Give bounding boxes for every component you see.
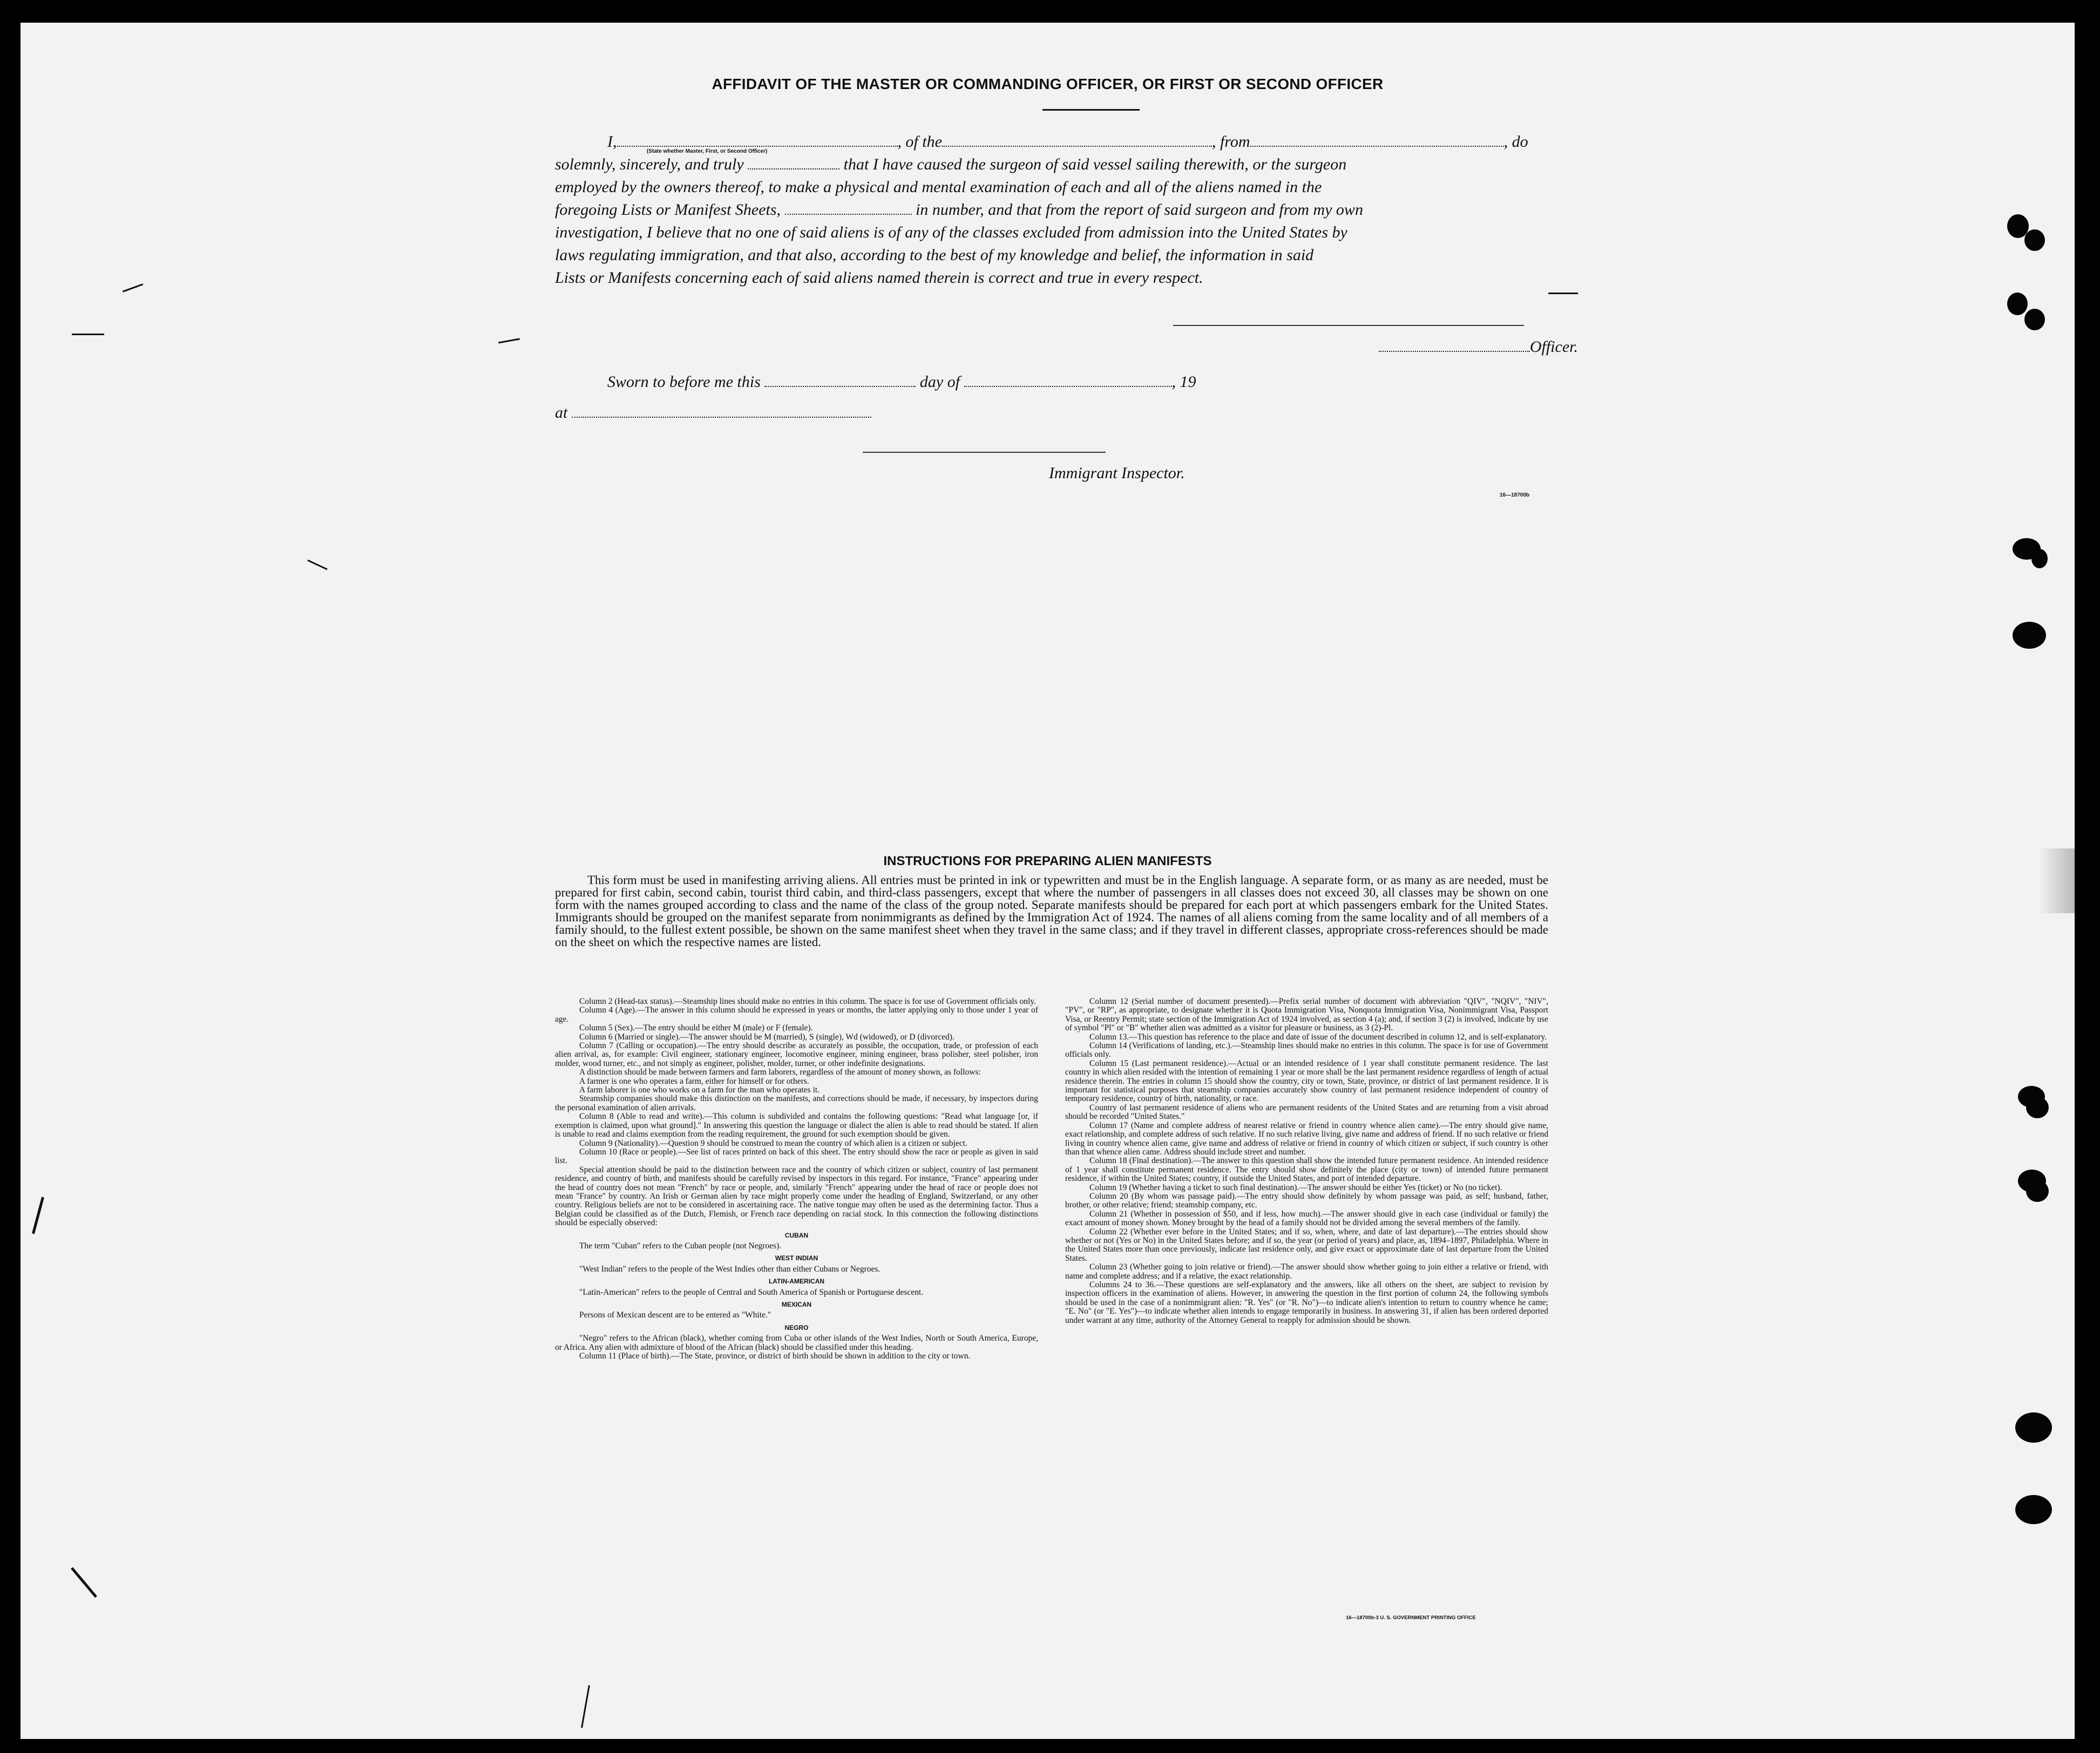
instruction-paragraph: Steamship companies should make this distinction on the manifests, and corrections should be made, if necessary, by inspectors during the personal examination of alien arrivals. (555, 1094, 1038, 1112)
section-heading: MEXICAN (781, 1301, 812, 1308)
form-number: 16—18700b (1500, 492, 1530, 498)
punch-hole (2026, 1180, 2049, 1202)
stray-mark (123, 283, 144, 292)
instruction-paragraph: Column 2 (Head-tax status).—Steamship lines should make no entries in this column. The space is for use of Government officials only. (579, 997, 1037, 1006)
officer-label: Officer. (1529, 338, 1578, 356)
stray-mark (1548, 293, 1578, 294)
instruction-paragraph: Column 11 (Place of birth).—The State, province, or district of birth should be shown in addition to the city or town. (579, 1351, 971, 1361)
section-heading: LATIN-AMERICAN (768, 1278, 825, 1286)
stray-mark (32, 1197, 44, 1234)
instructions-intro: This form must be used in manifesting arriving aliens. All entries must be printed in ink or typewritten and must be in the English language. A separate form, or as many as are needed, must be prepared for first cabin, second cabin, tourist third cabin, and third-class passengers, except that where the number of passengers in all classes does not exceed 30, all classes may be shown on one form with the names grouped according to class and the name of the class of the group noted. Separate manifests should be prepared for each port at which passengers embark for the United States. Immigrants should be grouped on the manifest separate from nonimmigrants as defined by the Immigration Act of 1924. The names of all aliens coming from the same locality and of all members of a family should, to the fullest extent possible, be shown on the same manifest sheet when they travel in the same class; and if they travel in different classes, appropriate cross-references should be made on the sheet on which the respective names are listed. (555, 873, 1548, 949)
at-line (555, 403, 1578, 423)
affidavit-text: , of the (897, 133, 942, 151)
stray-mark (498, 338, 520, 344)
punch-hole (2013, 622, 2046, 649)
instructions-right-column (1065, 997, 1548, 1325)
affidavit-title: AFFIDAVIT OF THE MASTER OR COMMANDING OFFICER, OR FIRST OR SECOND OFFICER (712, 76, 1384, 92)
punch-hole (2031, 549, 2048, 568)
instruction-paragraph: Column 6 (Married or single).—The answer should be M (married), S (single), Wd (widowed), or D (divorced). (579, 1032, 954, 1042)
number-field[interactable] (785, 212, 912, 215)
instruction-paragraph: Column 15 (Last permanent residence).—Actual or an intended residence of 1 year shall constitute permanent residence. The last country in which alien resided with the intention of remaining 1 year or more shall be the last permanent residence regardless of length of actual residence therein. The entries in column 15 should show the country, city or town, State, province, or district of last permanent residence. It is important for statistical purposes that steamship companies accurately show country of last permanent residence independent of country of temporary residence, country of birth, nationality, or race. (1065, 1058, 1548, 1104)
instruction-paragraph: Column 21 (Whether in possession of $50, and if less, how much).—The answer should give in each case (individual or family) the exact amount of money shown. Money brought by the head of a family should not be divided among the several members of the family. (1065, 1209, 1548, 1228)
inspector-signature-line[interactable] (863, 452, 1106, 453)
instruction-paragraph: Column 8 (Able to read and write).—This column is subdivided and contains the following questions: "Read what language [or, if exemption is claimed, upon what ground]." In answering this question the language or dialect the alien is able to read should be stated. If alien is unable to read and claims exemption from the reading requirement, the ground for such exemption should be given. (555, 1112, 1038, 1139)
punch-hole (2015, 1495, 2052, 1524)
instruction-paragraph: "Latin-American" refers to the people of Central and South America of Spanish or Portuguese descent. (579, 1287, 924, 1297)
punch-hole (2026, 1097, 2049, 1118)
officer-field[interactable] (1379, 349, 1530, 352)
affidavit-text: , from (1212, 133, 1250, 151)
instruction-paragraph: Column 5 (Sex).—The entry should be either M (male) or F (female). (579, 1023, 813, 1033)
instruction-paragraph: Column 20 (By whom was passage paid).—The entry should show definitely by whom passage was paid, as self; husband, father, brother, or other relative; friend; steamship company, etc. (1065, 1191, 1548, 1210)
printing-office-footer: 16—18700b-3 U. S. GOVERNMENT PRINTING OFFICE (1346, 1615, 1476, 1621)
instruction-paragraph: Column 17 (Name and complete address of nearest relative or friend in country whence alien came).—The entry should give name, exact relationship, and complete address of such relative. If no such relative living, give name and address of friend. If no such relative or friend living in country whence alien came, give name and address of relative or friend in country of which citizen or subject, if such country is other than that whence alien came. Address should include street and number. (1065, 1120, 1548, 1157)
instruction-paragraph: Special attention should be paid to the distinction between race and the country of which citizen or subject, country of last permanent residence, and country of birth, and manifests should be carefully revised by inspectors in this regard. For instance, "France" appearing under the head of country does not mean "French" by race or people, and, similarly "French" appearing under the head of race or people does not mean "France" by country. An Irish or German alien by race might properly come under the heading of England, Switzerland, or any other country. Religious beliefs are not to be considered in ascertaining race. The native tongue may often be used as the determining factor. Thus a Belgian could be classified as of the Dutch, Flemish, or French race depending on racial stock. In this connection the following distinctions should be especially observed: (555, 1165, 1038, 1228)
affidavit-line-6: laws regulating immigration, and that also, according to the best of my knowledge and belief, the information in said (555, 246, 1314, 264)
instruction-paragraph: Country of last permanent residence of aliens who are permanent residents of the United States and are returning from a visit abroad should be recorded "United States." (1065, 1103, 1548, 1122)
affidavit-text: I, (607, 133, 617, 151)
stray-mark (581, 1685, 590, 1728)
manifest-page (21, 23, 2075, 1739)
instructions-left-column (555, 997, 1038, 1361)
instruction-paragraph: Column 19 (Whether having a ticket to such final destination).—The answer should be either Yes (ticket) or No (no ticket). (1089, 1183, 1502, 1192)
instruction-paragraph: Column 18 (Final destination).—The answer to this question shall show the intended future permanent residence. An intended residence of 1 year shall constitute permanent residence. The entry should show definitely the place (city or town) of intended future permanent residence, if within the United States; country, if outside the United States, and port of intended departure. (1065, 1156, 1548, 1184)
instruction-paragraph: Column 4 (Age).—The answer in this column should be expressed in years or months, the latter applying only to those under 1 year of age. (555, 1005, 1038, 1024)
stray-mark (72, 334, 104, 335)
instruction-paragraph: Column 23 (Whether going to join relative or friend).—The answer should show whether going to join either a relative or friend, with name and complete address; and if a relative, the exact relationship. (1065, 1262, 1548, 1281)
section-heading: WEST INDIAN (775, 1254, 818, 1262)
instruction-paragraph: Column 13.—This question has reference to the place and date of issue of the document described in column 12, and is self-explanatory. (1089, 1032, 1547, 1042)
affidavit-line-7: Lists or Manifests concerning each of said aliens named therein is correct and true in every respect. (555, 269, 1203, 287)
vessel-name-field[interactable] (942, 144, 1212, 147)
sworn-line (555, 372, 1578, 392)
instruction-paragraph: Persons of Mexican descent are to be entered as "White." (579, 1310, 771, 1320)
place-field[interactable] (572, 415, 871, 418)
officer-note: (State whether Master, First, or Second Officer) (647, 148, 768, 154)
instructions-title: INSTRUCTIONS FOR PREPARING ALIEN MANIFESTS (883, 854, 1212, 868)
sworn-day-field[interactable] (764, 384, 916, 387)
signature-line[interactable] (1173, 325, 1524, 326)
affidavit-text: Sworn to before me this (607, 373, 761, 391)
instruction-paragraph: Columns 24 to 36.—These questions are self-explanatory and the answers, like all others on the sheet, are subject to revision by inspection officers in the examination of aliens. However, in answering the question in the first portion of column 24, the following symbols should be used in the case of a nonimmigrant alien: "R. Yes" (or "R. No")—to indicate alien's intention to return to country whence he came; "E. No" (or "E. Yes")—to indicate whether alien intends to engage temporarily in business. In answering 31, if alien has been ordered deported under warrant at any time, authority of the Attorney General to reapply for admission should be shown. (1065, 1280, 1548, 1325)
affidavit-line-4 (555, 200, 1578, 220)
instruction-paragraph: "West Indian" refers to the people of the West Indies other than either Cubans or Negroes. (579, 1264, 880, 1274)
stray-mark (71, 1567, 97, 1598)
instruction-paragraph: Column 14 (Verifications of landing, etc.).—Steamship lines should make no entries in this column. The space is for use of Government officials only. (1065, 1041, 1548, 1059)
affidavit-text: solemnly, sincerely, and truly (555, 155, 744, 173)
instruction-paragraph: "Negro" refers to the African (black), whether coming from Cuba or other islands of the West Indies, North or South America, Europe, or Africa. Any alien with admixture of blood of the African (black) should be classified under this heading. (555, 1334, 1038, 1352)
punch-hole (2024, 309, 2045, 330)
affidavit-line-5: investigation, I believe that no one of said aliens is of any of the classes excluded from admission into the United States by (555, 223, 1347, 241)
affidavit-line-3: employed by the owners thereof, to make a physical and mental examination of each and all of the aliens named in the (555, 178, 1322, 196)
affidavit-text: that I have caused the surgeon of said vessel sailing therewith, or the surgeon (843, 155, 1347, 173)
affidavit-text: at (555, 404, 568, 422)
affidavit-text: in number, and that from the report of said surgeon and from my own (916, 201, 1363, 219)
affidavit-text: , do (1503, 133, 1528, 151)
instruction-paragraph: A farm laborer is one who works on a farm for the man who operates it. (579, 1085, 820, 1095)
punch-hole (2024, 229, 2045, 251)
instruction-paragraph: Column 22 (Whether ever before in the United States; and if so, when, where, and date of last departure).—The entries should show whether or not (Yes or No) in the United States before; and if so, the year (or period of years) and place, as, 1894–1897, Philadelphia. Where in the United States more than once previously, indicate last residence only, and give exact or approximate date of last departure from the United States. (1065, 1227, 1548, 1263)
affidavit-text: day of (919, 373, 960, 391)
section-heading: CUBAN (784, 1231, 809, 1239)
affidavit-text: , 19 (1171, 373, 1196, 391)
title-rule (1042, 109, 1140, 111)
section-heading: NEGRO (784, 1323, 809, 1331)
affidavit-line-2 (555, 155, 1578, 174)
punch-hole (2015, 1412, 2052, 1443)
instruction-paragraph: A farmer is one who operates a farm, either for himself or for others. (579, 1076, 809, 1086)
port-field[interactable] (1250, 144, 1504, 147)
officer-rank-field[interactable] (617, 144, 898, 147)
stray-mark (307, 560, 328, 570)
instruction-paragraph: The term "Cuban" refers to the Cuban people (not Negroes). (579, 1241, 782, 1251)
sworn-month-field[interactable] (964, 384, 1172, 387)
instruction-paragraph: A distinction should be made between farmers and farm laborers, regardless of the amount of money shown, as follows: (579, 1068, 981, 1077)
instruction-paragraph: Column 9 (Nationality).—Question 9 should be construed to mean the country of which alien is a citizen or subject. (579, 1138, 967, 1148)
instruction-paragraph: Column 12 (Serial number of document presented).—Prefix serial number of document with abbreviation "QIV", "NQIV", "NIV", "PV", or "RP", as appropriate, to designate whether it is Quota Immigration Visa, Nonquota Immigration Visa, Nonimmigrant Visa, Passport Visa, or Reentry Permit; state section of the Immigration Act of 1924 involved, as section 4 (a); and, if section 3 (2) is involved, indicate by use of symbol "Pl" or "B" whether alien was admitted as a visitor for pleasure or business, as 3 (2)-Pl. (1065, 997, 1548, 1033)
punch-hole (2007, 293, 2028, 315)
instruction-paragraph: Column 10 (Race or people).—See list of races printed on back of this sheet. The entry should show the race or people as given in said list. (555, 1147, 1038, 1166)
affidavit-text: foregoing Lists or Manifest Sheets, (555, 201, 781, 219)
officer-line (1346, 337, 1578, 357)
inspector-label: Immigrant Inspector. (1049, 464, 1185, 482)
instruction-paragraph: Column 7 (Calling or occupation).—The entry should describe as accurately as possible, the occupation, trade, or profession of each alien arrival, as, for example: Civil engineer, stationary engineer, locomotive engineer, mining engineer, brass polisher, steel polisher, iron molder, wood turner, etc., and not simply as engineer, polisher, molder, turner, or other indefinite designations. (555, 1041, 1038, 1068)
truly-field[interactable] (748, 166, 839, 169)
